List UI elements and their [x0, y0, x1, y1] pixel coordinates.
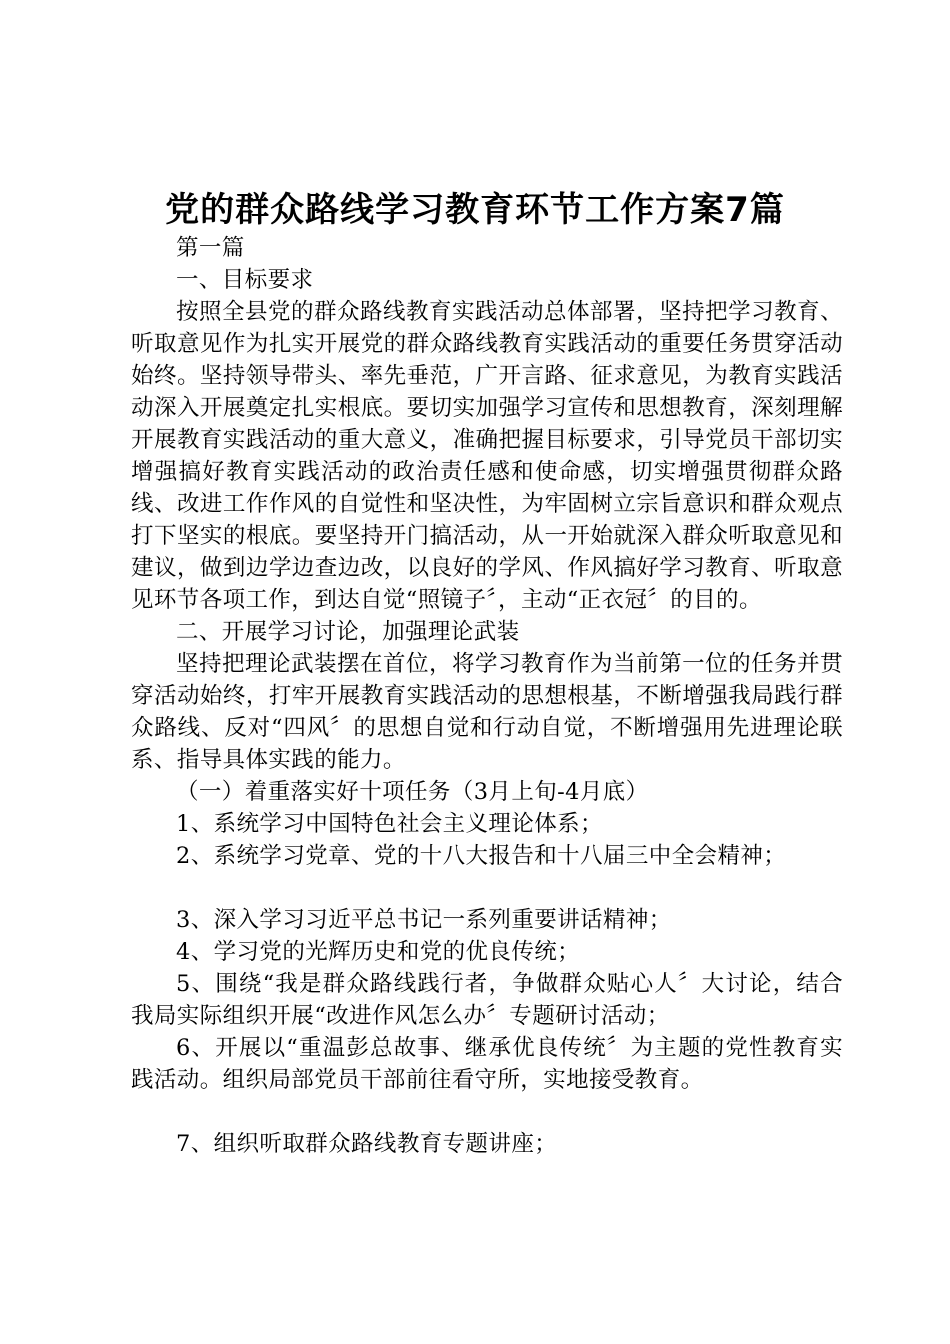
paragraph-study: 坚持把理论武装摆在首位，将学习教育作为当前第一位的任务并贯穿活动始终，打牢开展教育实践活动的思想根基，不断增强我局践行群众路线、反对“四风〞的思想自觉和行动自觉，不断增强用先进理论联系、指导具体实践的能力。: [131, 651, 843, 773]
list-item-task-3: 3、深入学习习近平总书记一系列重要讲话精神；: [176, 907, 672, 933]
subsection-heading-tasks: （一）着重落实好十项任务（3月上旬-4月底）: [176, 779, 649, 805]
document-title: 党的群众路线学习教育环节工作方案7篇: [165, 190, 785, 230]
list-item-task-6: 6、开展以“重温彭总故事、继承优良传统〞为主题的党性教育实践活动。组织局部党员干部前往看守所，实地接受教育。: [131, 1035, 843, 1093]
list-item-task-2: 2、系统学习党章、党的十八大报告和十八届三中全会精神；: [176, 843, 787, 869]
document-body: [131, 232, 843, 1160]
section-heading-study: 二、开展学习讨论，加强理论武装: [176, 619, 520, 645]
section-heading-goals: 一、目标要求: [176, 267, 314, 293]
paragraph-goals: 按照全县党的群众路线教育实践活动总体部署，坚持把学习教育、听取意见作为扎实开展党的群众路线教育实践活动的重要任务贯穿活动始终。坚持领导带头、率先垂范，广开言路、征求意见，为教育实践活动深入开展奠定扎实根底。要切实加强学习宣传和思想教育，深刻理解开展教育实践活动的重大意义，准确把握目标要求，引导党员干部切实增强搞好教育实践活动的政治责任感和使命感，切实增强贯彻群众路线、改进工作作风的自觉性和坚决性，为牢固树立宗旨意识和群众观点打下坚实的根底。要坚持开门搞活动，从一开始就深入群众听取意见和建议，做到边学边查边改，以良好的学风、作风搞好学习教育、听取意见环节各项工作，到达自觉“照镜子〞，主动“正衣冠〞的目的。: [131, 299, 843, 613]
section-heading-part-one: 第一篇: [176, 235, 245, 261]
list-item-task-4: 4、学习党的光辉历史和党的优良传统；: [176, 939, 581, 965]
list-item-task-7: 7、组织听取群众路线教育专题讲座；: [176, 1131, 558, 1157]
list-item-task-5: 5、围绕“我是群众路线践行者，争做群众贴心人〞大讨论，结合我局实际组织开展“改进作风怎么办〞专题研讨活动；: [131, 971, 843, 1029]
list-item-task-1: 1、系统学习中国特色社会主义理论体系；: [176, 811, 603, 837]
